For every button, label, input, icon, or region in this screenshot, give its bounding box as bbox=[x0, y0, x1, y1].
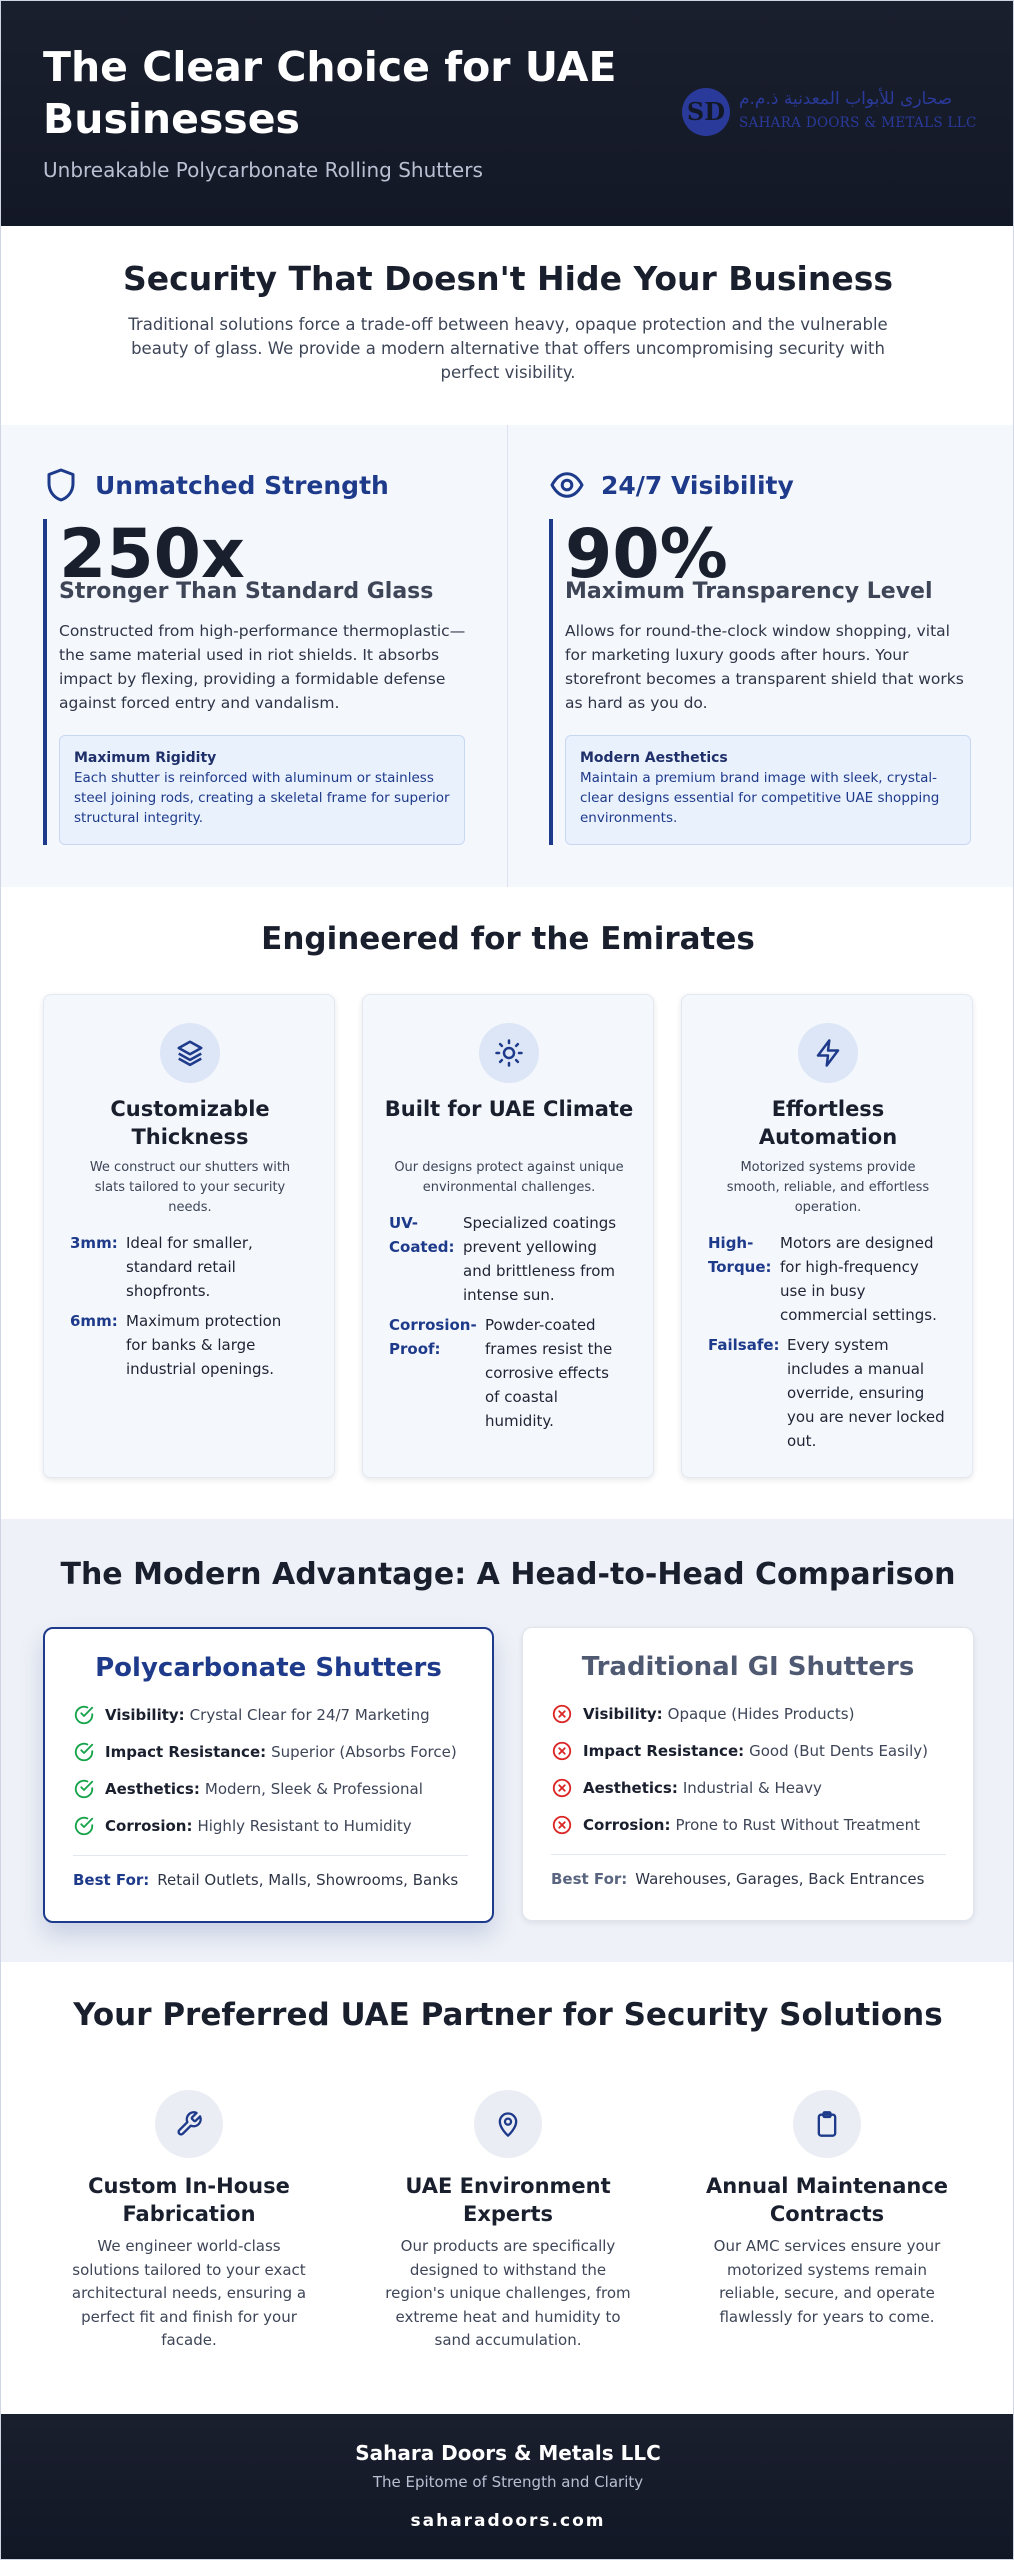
stat-label: Unmatched Strength bbox=[95, 470, 389, 500]
x-circle-icon bbox=[551, 1740, 573, 1762]
card-title: Built for UAE Climate bbox=[384, 1097, 634, 1121]
x-circle-icon bbox=[551, 1814, 573, 1836]
stat-description: Constructed from high-performance thermoplastic—the same material used in riot shields. It absorbs impact by flexing, providing a formidable defense against forced entry and vandalism. bbox=[59, 622, 466, 712]
stat-number: 250x bbox=[59, 515, 245, 594]
spec-key: Corrosion-Proof: bbox=[389, 1316, 477, 1358]
spec-key: 6mm: bbox=[70, 1312, 118, 1330]
feature-icon-circle bbox=[474, 2090, 542, 2158]
security-heading: Security That Doesn't Hide Your Business bbox=[122, 259, 894, 298]
feature-icon-circle bbox=[793, 2090, 861, 2158]
partner-heading: Your Preferred UAE Partner for Security Solutions bbox=[73, 1997, 943, 2033]
item-key: Aesthetics: bbox=[105, 1780, 200, 1798]
check-circle-icon bbox=[73, 1704, 95, 1726]
item-key: Corrosion: bbox=[105, 1817, 193, 1835]
eye-icon bbox=[549, 465, 585, 505]
logo-english-text: SAHARA DOORS & METALS LLC bbox=[739, 115, 977, 131]
comparison-item bbox=[73, 1703, 430, 1727]
panel-title: Traditional GI Shutters bbox=[581, 1652, 915, 1682]
comparison-item bbox=[73, 1740, 457, 1764]
stat-description: Allows for round-the-clock window shopping, vital for marketing luxury goods after hours. Your storefront becomes a transparent shield that works as hard as you do. bbox=[565, 622, 964, 712]
best-for-value: Warehouses, Garages, Back Entrances bbox=[635, 1870, 925, 1888]
item-value: Superior (Absorbs Force) bbox=[271, 1743, 457, 1761]
panel-divider bbox=[551, 1854, 946, 1855]
callout-title: Maximum Rigidity bbox=[74, 750, 217, 766]
best-for bbox=[551, 1870, 924, 1888]
feature-card-climate bbox=[362, 994, 654, 1478]
check-circle-icon bbox=[73, 1815, 95, 1837]
item-value: Crystal Clear for 24/7 Marketing bbox=[189, 1706, 430, 1724]
spec-value: Every system includes a manual override, ensuring you are never locked out. bbox=[787, 1336, 945, 1450]
shield-icon bbox=[43, 465, 79, 505]
clipboard-icon bbox=[813, 2110, 841, 2138]
best-for bbox=[73, 1871, 458, 1889]
stat-label: 24/7 Visibility bbox=[601, 470, 794, 500]
security-intro-text: Traditional solutions force a trade-off between heavy, opaque protection and the vulnerable beauty of glass. We provide a modern alternative that offers uncompromising security with perfect visibility. bbox=[128, 315, 888, 382]
card-icon-circle bbox=[798, 1023, 858, 1083]
spec-value: Motors are designed for high-frequency use in busy commercial settings. bbox=[780, 1234, 937, 1324]
spec-key: Failsafe: bbox=[708, 1336, 780, 1354]
stat-callout-box bbox=[59, 735, 465, 845]
panel-title: Polycarbonate Shutters bbox=[95, 1653, 442, 1683]
callout-text: Maintain a premium brand image with sleek, crystal-clear designs essential for competitive UAE shopping environments. bbox=[580, 770, 940, 826]
card-description: We construct our shutters with slats tailored to your security needs. bbox=[89, 1160, 291, 1215]
comparison-item bbox=[551, 1813, 920, 1837]
feature-card-automation bbox=[681, 994, 973, 1478]
company-logo bbox=[681, 85, 1011, 141]
check-circle-icon bbox=[73, 1741, 95, 1763]
spec-value: Specialized coatings prevent yellowing and brittleness from intense sun. bbox=[463, 1214, 617, 1304]
hero-header bbox=[1, 1, 1014, 226]
feature-description: Our products are specifically designed to withstand the region's unique challenges, from extreme heat and humidity to sand accumulation. bbox=[385, 2237, 631, 2349]
item-key: Visibility: bbox=[105, 1706, 185, 1724]
item-value: Industrial & Heavy bbox=[682, 1779, 822, 1797]
item-key: Aesthetics: bbox=[583, 1779, 678, 1797]
location-pin-icon bbox=[494, 2110, 522, 2138]
logo-arabic-text: صحارى للأبواب المعدنية ذ.م.م bbox=[739, 89, 953, 109]
feature-title: UAE Environment Experts bbox=[405, 2174, 611, 2226]
comparison-item bbox=[551, 1739, 928, 1763]
stat-callout-box bbox=[565, 735, 971, 845]
item-key: Impact Resistance: bbox=[583, 1742, 745, 1760]
spec-key: High-Torque: bbox=[708, 1234, 772, 1276]
sd-monogram-icon bbox=[681, 85, 731, 139]
feature-description: We engineer world-class solutions tailored to your exact architectural needs, ensuring a perfect fit and finish for your facade. bbox=[71, 2237, 307, 2349]
feature-title: Custom In-House Fabrication bbox=[88, 2174, 290, 2226]
item-key: Impact Resistance: bbox=[105, 1743, 267, 1761]
spec-key: 3mm: bbox=[70, 1234, 118, 1252]
page-title: The Clear Choice for UAE Businesses bbox=[43, 43, 617, 143]
item-value: Opaque (Hides Products) bbox=[667, 1705, 855, 1723]
x-circle-icon bbox=[551, 1777, 573, 1799]
comparison-item bbox=[73, 1777, 423, 1801]
comparison-heading: The Modern Advantage: A Head-to-Head Comparison bbox=[60, 1557, 956, 1592]
spec-value: Ideal for smaller, standard retail shopfronts. bbox=[126, 1234, 253, 1300]
stat-subtitle: Stronger Than Standard Glass bbox=[59, 579, 434, 604]
item-key: Visibility: bbox=[583, 1705, 663, 1723]
feature-icon-circle bbox=[155, 2090, 223, 2158]
stat-accent-bar bbox=[43, 519, 47, 845]
spec-key: UV-Coated: bbox=[389, 1214, 455, 1256]
polycarbonate-panel bbox=[43, 1627, 494, 1923]
feature-description: Our AMC services ensure your motorized systems remain reliable, secure, and operate flawlessly for years to come. bbox=[713, 2237, 941, 2326]
item-value: Modern, Sleek & Professional bbox=[204, 1780, 423, 1798]
traditional-gi-panel bbox=[522, 1627, 974, 1921]
best-for-label: Best For: bbox=[551, 1870, 628, 1888]
feature-card-thickness bbox=[43, 994, 335, 1478]
card-title: Effortless Automation bbox=[758, 1097, 898, 1149]
footer-tagline: The Epitome of Strength and Clarity bbox=[372, 2473, 644, 2491]
footer-company-name: Sahara Doors & Metals LLC bbox=[355, 2441, 661, 2465]
stat-accent-bar bbox=[549, 519, 553, 845]
feature-title: Annual Maintenance Contracts bbox=[705, 2174, 949, 2226]
card-description: Motorized systems provide smooth, reliable, and effortless operation. bbox=[726, 1160, 930, 1215]
engineered-heading: Engineered for the Emirates bbox=[261, 921, 755, 957]
card-title: Customizable Thickness bbox=[110, 1097, 270, 1149]
item-value: Good (But Dents Easily) bbox=[749, 1742, 928, 1760]
best-for-label: Best For: bbox=[73, 1871, 150, 1889]
page-subtitle: Unbreakable Polycarbonate Rolling Shutters bbox=[43, 158, 483, 182]
card-icon-circle bbox=[479, 1023, 539, 1083]
wrench-icon bbox=[175, 2110, 203, 2138]
callout-title: Modern Aesthetics bbox=[580, 750, 728, 766]
item-key: Corrosion: bbox=[583, 1816, 671, 1834]
spec-value: Powder-coated frames resist the corrosive effects of coastal humidity. bbox=[485, 1316, 613, 1430]
item-value: Prone to Rust Without Treatment bbox=[675, 1816, 921, 1834]
spec-value: Maximum protection for banks & large industrial openings. bbox=[126, 1312, 282, 1378]
stat-strength-header bbox=[43, 465, 389, 505]
stat-visibility-header bbox=[549, 465, 794, 505]
panel-divider bbox=[73, 1855, 468, 1856]
callout-text: Each shutter is reinforced with aluminum or stainless steel joining rods, creating a skeletal frame for superior structural integrity. bbox=[74, 770, 450, 826]
stat-number: 90% bbox=[565, 515, 728, 594]
card-icon-circle bbox=[160, 1023, 220, 1083]
stats-divider bbox=[507, 425, 508, 887]
comparison-item bbox=[551, 1776, 822, 1800]
lightning-icon bbox=[813, 1038, 843, 1068]
footer-website-link[interactable]: saharadoors.com bbox=[410, 2511, 606, 2531]
comparison-item bbox=[551, 1702, 854, 1726]
comparison-item bbox=[73, 1814, 412, 1838]
svg-text:SD: SD bbox=[686, 97, 726, 126]
sun-icon bbox=[494, 1038, 524, 1068]
check-circle-icon bbox=[73, 1778, 95, 1800]
layers-icon bbox=[175, 1038, 205, 1068]
card-description: Our designs protect against unique environmental challenges. bbox=[394, 1160, 624, 1195]
x-circle-icon bbox=[551, 1703, 573, 1725]
stat-subtitle: Maximum Transparency Level bbox=[565, 579, 933, 604]
item-value: Highly Resistant to Humidity bbox=[197, 1817, 412, 1835]
best-for-value: Retail Outlets, Malls, Showrooms, Banks bbox=[157, 1871, 459, 1889]
